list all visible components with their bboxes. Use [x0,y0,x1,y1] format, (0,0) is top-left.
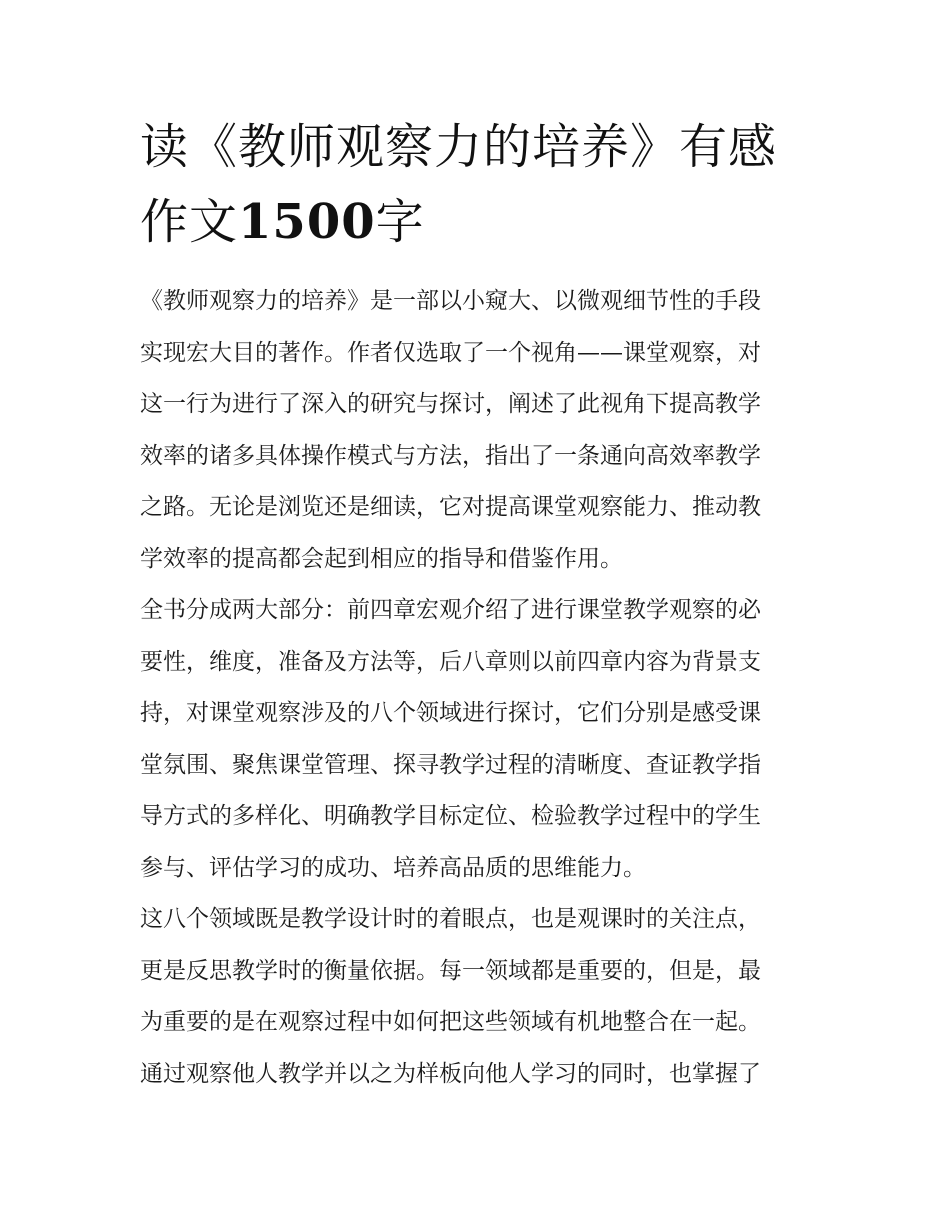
text-line: 导方式的多样化、明确教学目标定位、检验教学过程中的学生 [140,803,761,829]
text-line: 这八个领域既是教学设计时的着眼点，也是观课时的关注点， [140,906,761,932]
title-suffix: 字 [375,194,425,250]
paragraph-3 [140,894,820,1100]
title-line-1: 读《教师观察力的培养》有感 [140,119,778,175]
text-line: 参与、评估学习的成功、培养高品质的思维能力。 [140,854,646,881]
text-line: 效率的诸多具体操作模式与方法，指出了一条通向高效率教学 [140,442,761,469]
text-line: 学效率的提高都会起到相应的指导和借鉴作用。 [140,545,623,572]
title-prefix: 作文 [140,194,239,250]
text-line: 实现宏大目的著作。作者仅选取了一个视角——课堂观察，对 [140,339,761,366]
text-line: 更是反思教学时的衡量依据。每一领域都是重要的，但是，最 [140,957,761,984]
text-line: 通过观察他人教学并以之为样板向他人学习的同时，也掌握了 [140,1060,761,1087]
text-line: 堂氛围、聚焦课堂管理、探寻教学过程的清晰度、查证教学指 [140,751,761,778]
title-line-2 [140,185,820,260]
paragraph-2 [140,585,820,894]
title-number: 1500 [238,194,376,250]
text-line: 之路。无论是浏览还是细读，它对提高课堂观察能力、推动教 [140,494,761,520]
text-line: 全书分成两大部分：前四章宏观介绍了进行课堂教学观察的必 [140,597,761,623]
document-title [140,110,820,260]
text-line: 《教师观察力的培养》是一部以小窥大、以微观细节性的手段 [140,288,761,314]
text-line: 为重要的是在观察过程中如何把这些领域有机地整合在一起。 [140,1009,761,1035]
text-line: 持，对课堂观察涉及的八个领域进行探讨，它们分别是感受课 [140,700,761,726]
text-line: 要性，维度，准备及方法等，后八章则以前四章内容为背景支 [140,648,761,675]
document-body [140,276,820,1100]
text-line: 这一行为进行了深入的研究与探讨，阐述了此视角下提高教学 [140,391,761,417]
paragraph-1 [140,276,820,585]
